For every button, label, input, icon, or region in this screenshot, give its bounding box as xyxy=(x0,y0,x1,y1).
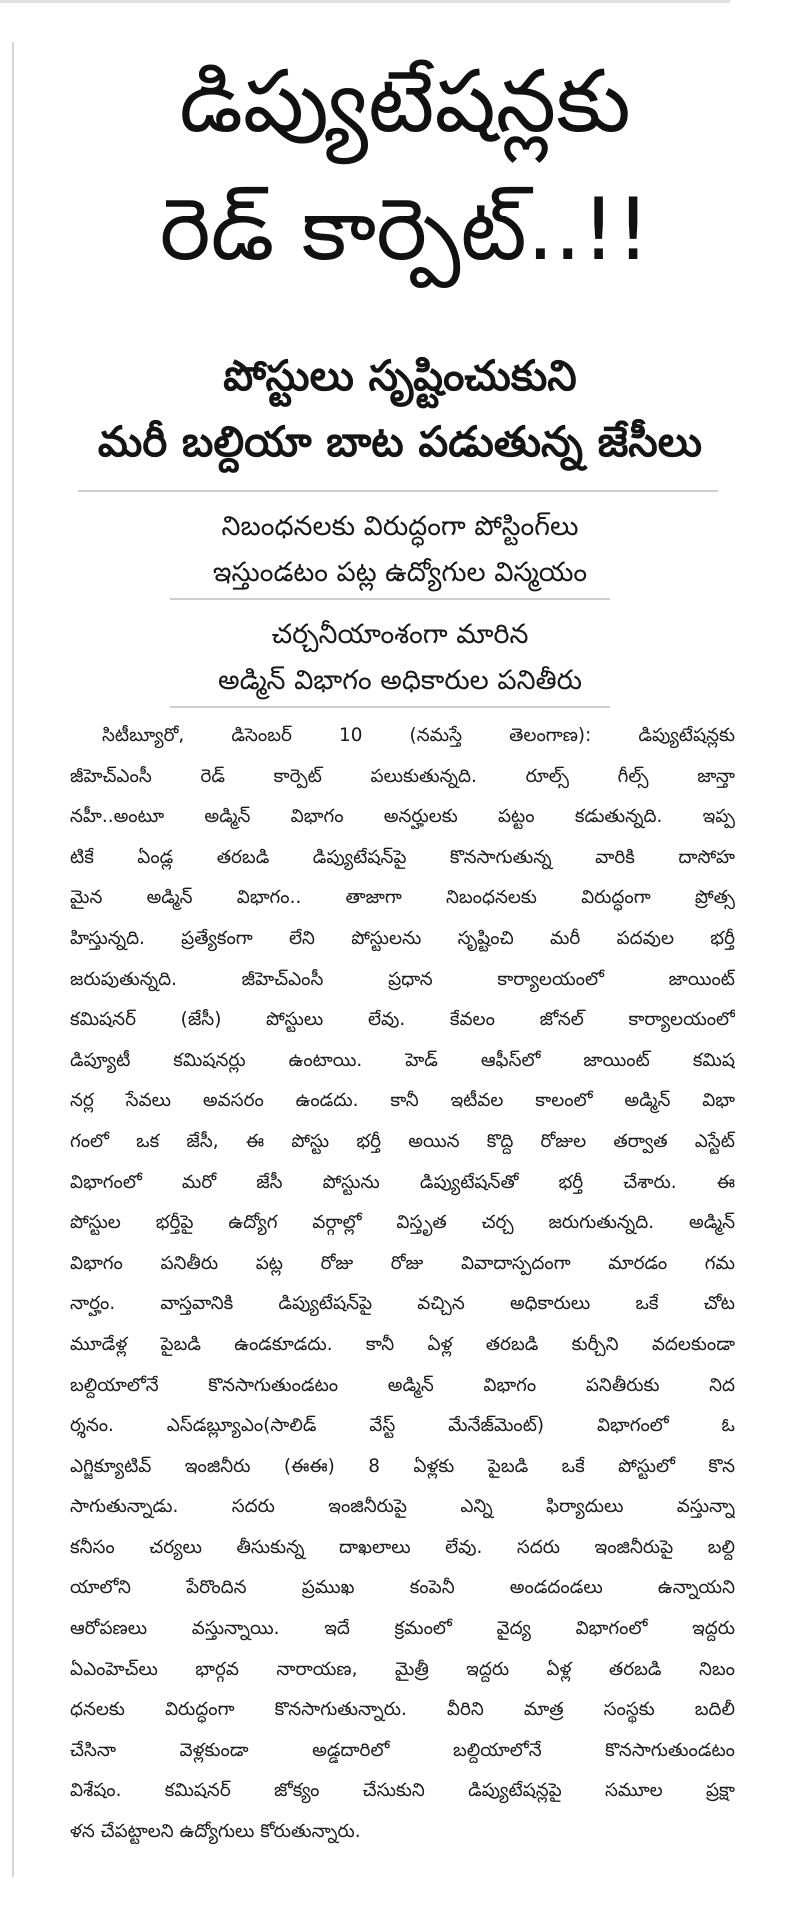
article-line: హిస్తున్నది. ప్రత్యేకంగా లేని పోస్టులను సృష్టించి మరీ పదవుల భర్తీ xyxy=(70,927,735,949)
article-line: జరుపుతున్నది. జీహెచ్ఎంసీ ప్రధాన కార్యాలయంలో జాయింట్ xyxy=(70,968,735,990)
article-line: విభాగం పనితీరు పట్ల రోజు రోజు వివాదాస్పదంగా మారడం గమ xyxy=(70,1252,735,1274)
article-line: యాలోని పేరొందిన ప్రముఖ కంపెనీ అండదండలు ఉన్నాయని xyxy=(70,1577,735,1599)
deck-second-line-1: చర్చనీయాంశంగా మారిన xyxy=(271,619,529,650)
divider-line xyxy=(78,490,718,492)
article-line: ఏఎంహెచ్‌లు భార్గవ నారాయణ, మైత్రీ ఇద్దరు ఏళ్ల తరబడి నిబం xyxy=(70,1658,735,1680)
article-line: కనీసం చర్యలు తీసుకున్న దాఖలాలు లేవు. సదరు ఇంజినీరుపై బల్ది xyxy=(70,1536,735,1558)
article-body xyxy=(70,716,735,1853)
article-line: నార్హం. వాస్తవానికి డిప్యుటేషన్‌పై వచ్చిన అధికారులు ఒకే చోట xyxy=(70,1293,735,1315)
article-line: ళన చేపట్టాలని ఉద్యోగులు కోరుతున్నారు. xyxy=(70,1821,361,1843)
article-line: చేసినా వెళ్లకుండా అడ్డదారిలో బల్దియాలోనే కొనసాగుతుండటం xyxy=(70,1739,735,1761)
article-line: ఎగ్జిక్యూటివ్ ఇంజినీరు (ఈఈ) 8 ఏళ్లకు పైబడి ఒకే పోస్టులో కొన xyxy=(70,1455,735,1477)
article-line: జీహెచ్ఎంసీ రెడ్ కార్పెట్ పలుకుతున్నది. రూల్స్ గీల్స్ జాన్తా xyxy=(70,765,735,787)
headline-line-1: డిప్యుటేషన్లకు xyxy=(179,52,631,152)
article-line: ధనలకు విరుద్ధంగా కొనసాగుతున్నారు. వీరిని మాత్ర సంస్థకు బదిలీ xyxy=(70,1699,735,1721)
headline xyxy=(45,38,765,294)
article-line: పోస్టుల భర్తీపై ఉద్యోగ వర్గాల్లో విస్తృత చర్చ జరుగుతున్నది. అడ్మిన్ xyxy=(70,1212,735,1234)
subheadline-line-2: మరీ బల్దియా బాట పడుతున్న జేసీలు xyxy=(97,417,703,466)
left-column-rule xyxy=(12,42,14,1877)
deck-first-line-1: నిబంధనలకు విరుద్ధంగా పోస్టింగ్‌లు xyxy=(221,511,579,542)
article-line: సిటీబ్యూరో, డిసెంబర్ 10 (నమస్తే తెలంగాణ): డిప్యుటేషన్లకు xyxy=(102,725,735,746)
article-line: సాగుతున్నాడు. సదరు ఇంజినీరుపై ఎన్ని ఫిర్యాదులు వస్తున్నా xyxy=(70,1496,735,1518)
article-line: మైన అడ్మిన్ విభాగం.. తాజాగా నిబంధనలకు విరుద్ధంగా ప్రోత్స xyxy=(70,887,735,909)
article-line: టికే ఏండ్ల తరబడి డిప్యుటేషన్‌పై కొనసాగుతున్న వారికి దాసోహ xyxy=(70,846,735,868)
subheadline xyxy=(60,343,740,475)
subheadline-line-1: పోస్టులు సృష్టించుకుని xyxy=(223,351,577,400)
article-line: కమిషనర్ (జేసీ) పోస్టులు లేవు. కేవలం జోనల్ కార్యాలయంలో xyxy=(70,1009,735,1031)
article-line: మూడేళ్ల పైబడి ఉండకూడదు. కానీ ఏళ్ల తరబడి కుర్చీని వదలకుండా xyxy=(70,1333,735,1355)
article-line: డిప్యూటీ కమిషనర్లు ఉంటాయి. హెడ్ ఆఫీస్‌లో జాయింట్ కమిష xyxy=(70,1049,735,1071)
top-border-line xyxy=(0,0,730,3)
headline-line-2: రెడ్ కార్పెట్..!! xyxy=(159,180,651,280)
deck-second xyxy=(100,612,700,704)
divider-line xyxy=(170,598,610,600)
divider-line xyxy=(170,706,610,708)
deck-first-line-2: ఇస్తుండటం పట్ల ఉద్యోగుల విస్మయం xyxy=(212,557,588,588)
article-line: నహీ..అంటూ అడ్మిన్ విభాగం అనర్హులకు పట్టం కడుతున్నది. ఇప్ప xyxy=(70,806,735,828)
article-line: గంలో ఒక జేసీ, ఈ పోస్టు భర్తీ అయిన కొద్ది రోజుల తర్వాత ఎస్టేట్ xyxy=(70,1130,735,1152)
article-line: విభాగంలో మరో జేసీ పోస్టును డిప్యుటేషన్‌తో భర్తీ చేశారు. ఈ xyxy=(70,1171,735,1193)
deck-first xyxy=(100,504,700,596)
deck-second-line-2: అడ్మిన్ విభాగం అధికారుల పనితీరు xyxy=(217,665,583,696)
article-line: ఆరోపణలు వస్తున్నాయి. ఇదే క్రమంలో వైద్య విభాగంలో ఇద్దరు xyxy=(70,1618,735,1640)
article-line: బల్దియాలోనే కొనసాగుతుండటం అడ్మిన్ విభాగం పనితీరుకు నిద xyxy=(70,1374,735,1396)
article-line: నర్ల సేవలు అవసరం ఉండదు. కానీ ఇటీవల కాలంలో అడ్మిన్ విభా xyxy=(70,1090,735,1112)
article-line: ర్శనం. ఎస్‌డబ్ల్యూఎం(సాలిడ్ వేస్ట్ మేనేజ్‌మెంట్) విభాగంలో ఓ xyxy=(70,1415,735,1437)
article-line: విశేషం. కమిషనర్ జోక్యం చేసుకుని డిప్యుటేషన్లపై సమూల ప్రక్షా xyxy=(70,1780,735,1802)
